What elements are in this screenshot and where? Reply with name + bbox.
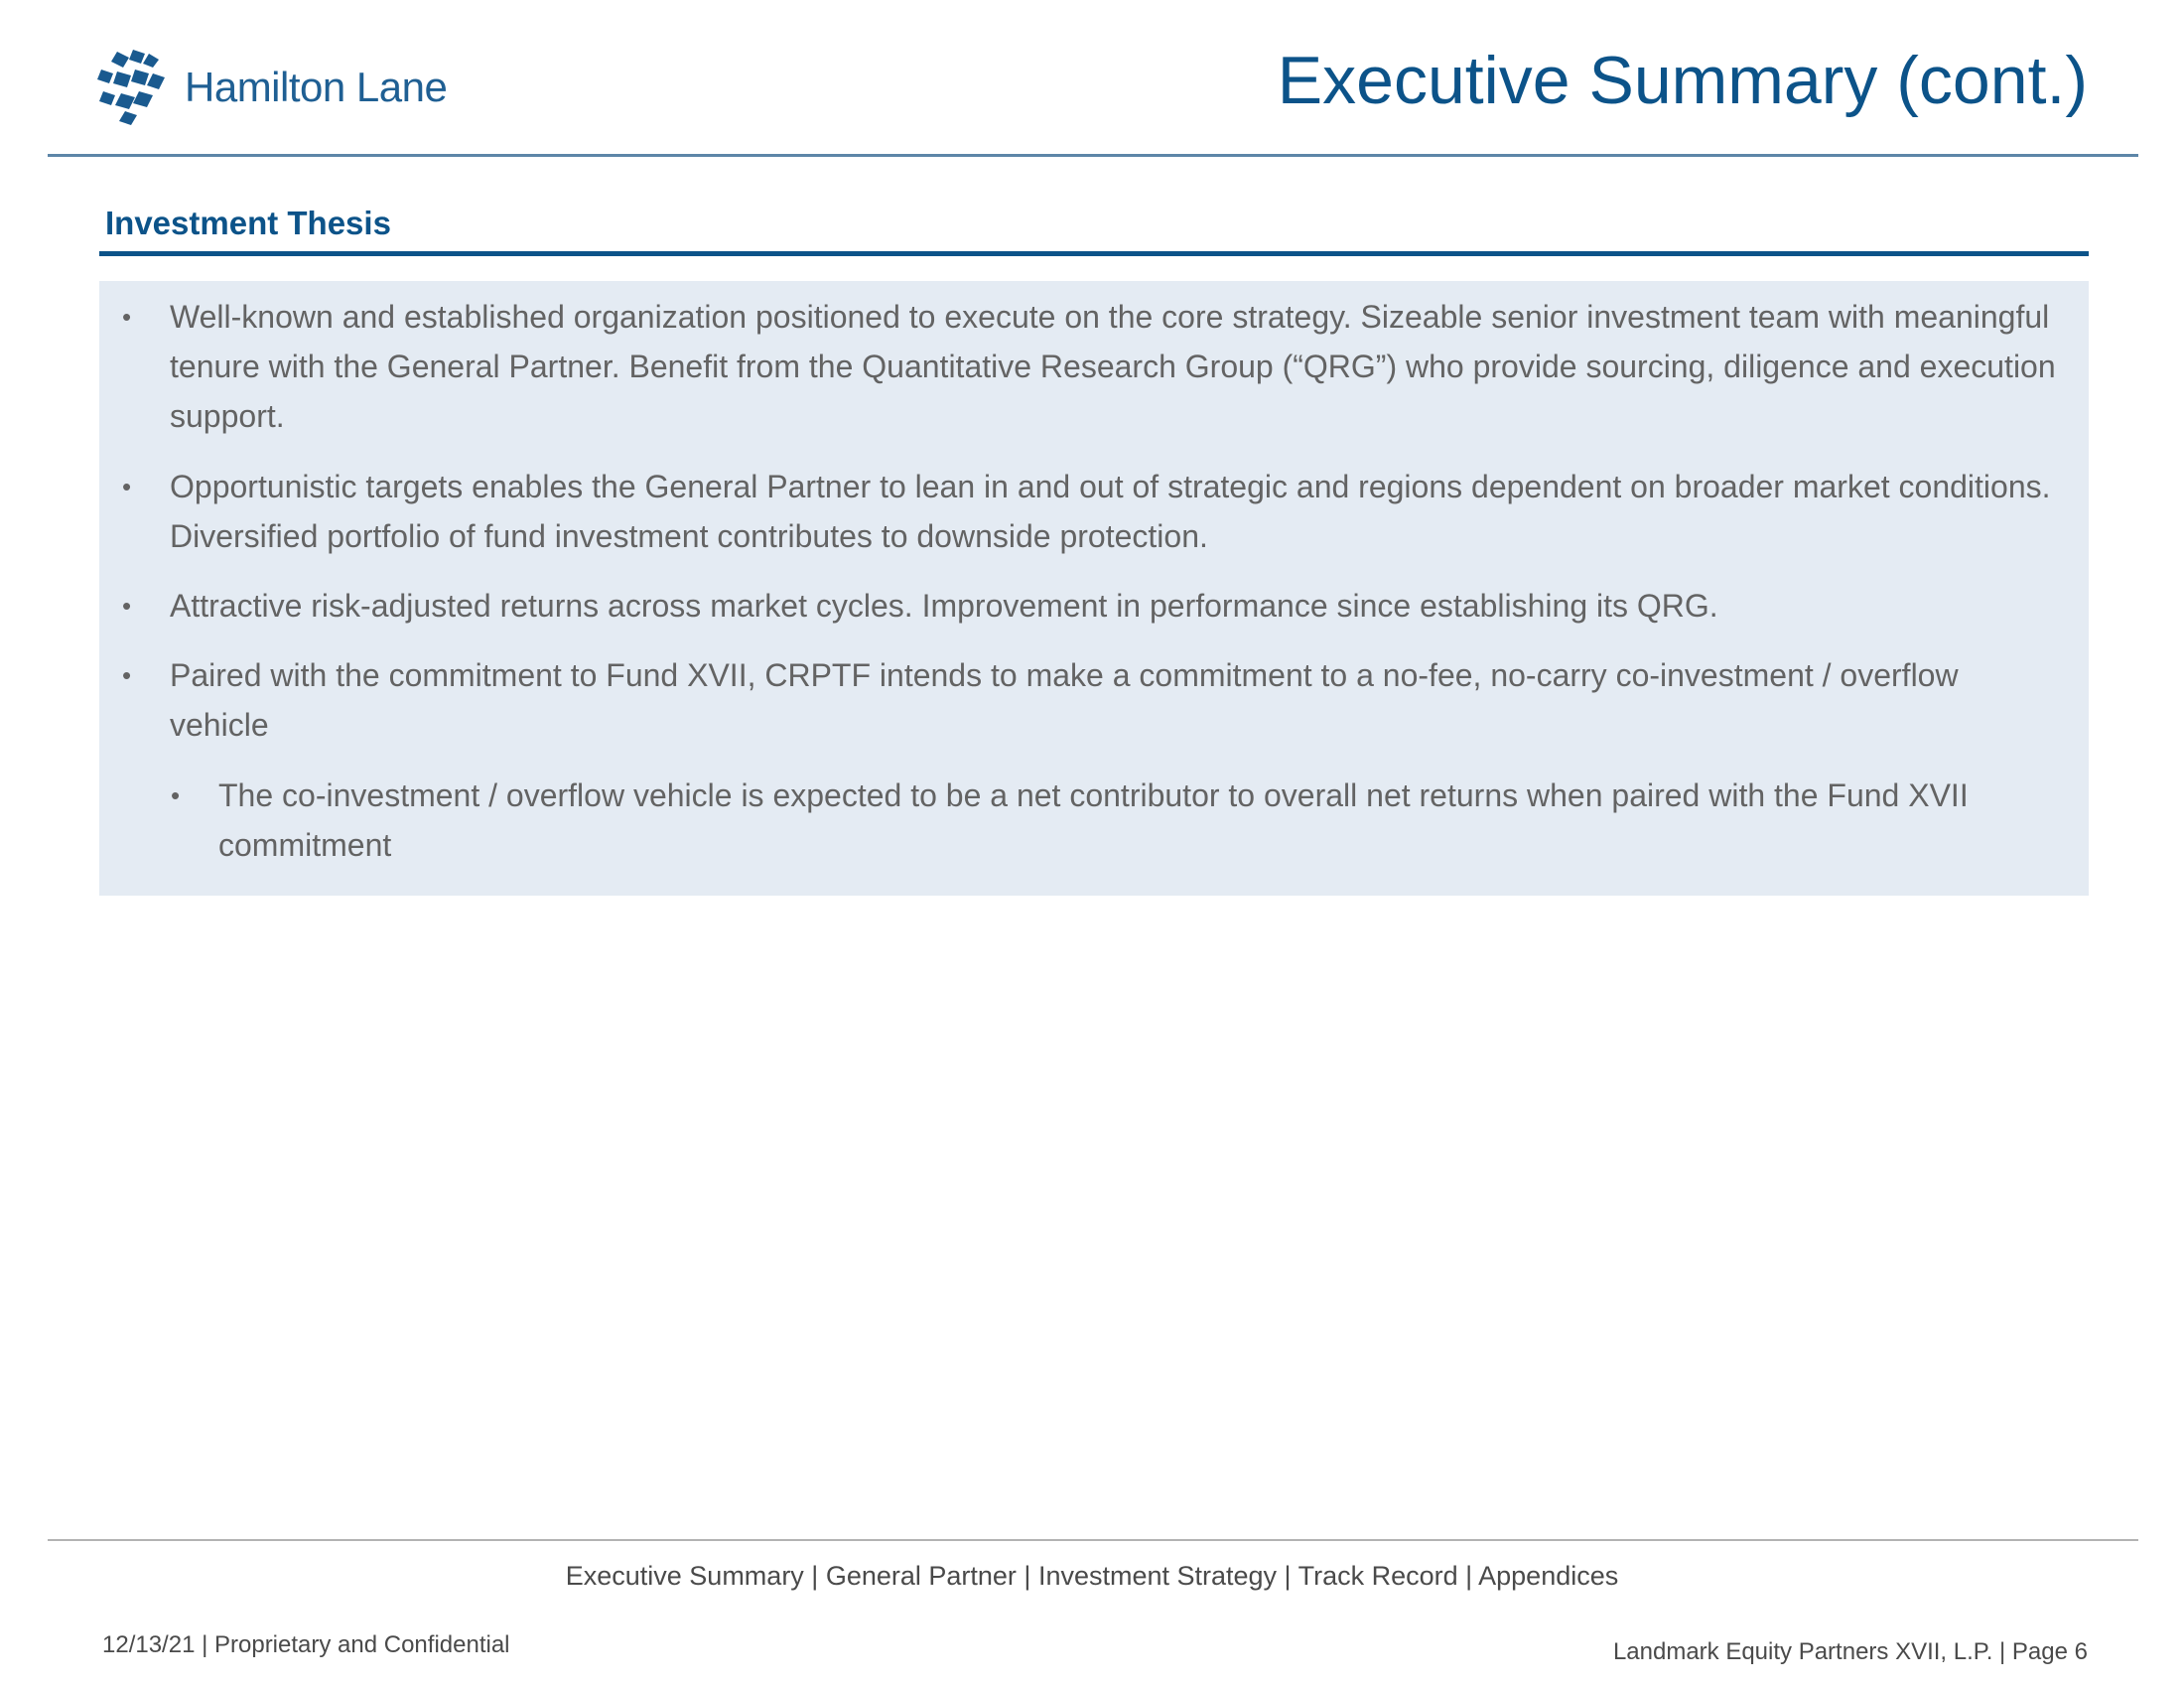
bullet-dot: • [122, 660, 132, 690]
hamilton-lane-logo-icon [95, 48, 171, 127]
thesis-bullet-text: Opportunistic targets enables the General Partner to lean in and out of strategic and regions dependent on broader market conditions. Diversified portfolio of fund investment contributes to downside protection. [170, 469, 2051, 554]
thesis-sub-bullet-text: The co-investment / overflow vehicle is expected to be a net contributor to overall net returns when paired with the Fund XVII commitment [218, 777, 1969, 863]
thesis-bullet-text: Paired with the commitment to Fund XVII, CRPTF intends to make a commitment to a no-fee, no-carry co-investment / overflow vehicle [170, 657, 1959, 743]
footer-date-confidential: 12/13/21 | Proprietary and Confidential [102, 1631, 510, 1658]
company-logo [95, 48, 447, 127]
footer-page-info: Landmark Equity Partners XVII, L.P. | Page 6 [1612, 1638, 2088, 1665]
section-title: Investment Thesis [105, 205, 391, 241]
footer-navigation: Executive Summary | General Partner | Investment Strategy | Track Record | Appendices [565, 1561, 1619, 1591]
bullet-dot: • [122, 472, 132, 501]
page-title: Executive Summary (cont.) [1277, 43, 2088, 118]
thesis-bullet-3 [122, 581, 2056, 631]
thesis-bullet-2 [122, 462, 2056, 561]
header-divider [48, 154, 2138, 157]
thesis-bullet-4 [122, 650, 2056, 750]
bullet-dot: • [171, 780, 181, 810]
bullet-dot: • [122, 591, 132, 621]
thesis-bullet-text: Well-known and established organization positioned to execute on the core strategy. Sizeable senior investment team with meaningful tenure with the General Partner. Benefit from the Quantitative Research Group (“QRG”) who provide sourcing, diligence and execution support. [170, 299, 2056, 434]
footer-divider [48, 1539, 2138, 1541]
thesis-sub-bullet-1 [171, 771, 2075, 870]
thesis-bullet-text: Attractive risk-adjusted returns across market cycles. Improvement in performance since establishing its QRG. [170, 588, 1718, 624]
bullet-dot: • [122, 302, 132, 332]
logo-wordmark: Hamilton Lane [185, 64, 448, 110]
section-divider [99, 251, 2089, 256]
thesis-bullet-1 [122, 292, 2056, 441]
